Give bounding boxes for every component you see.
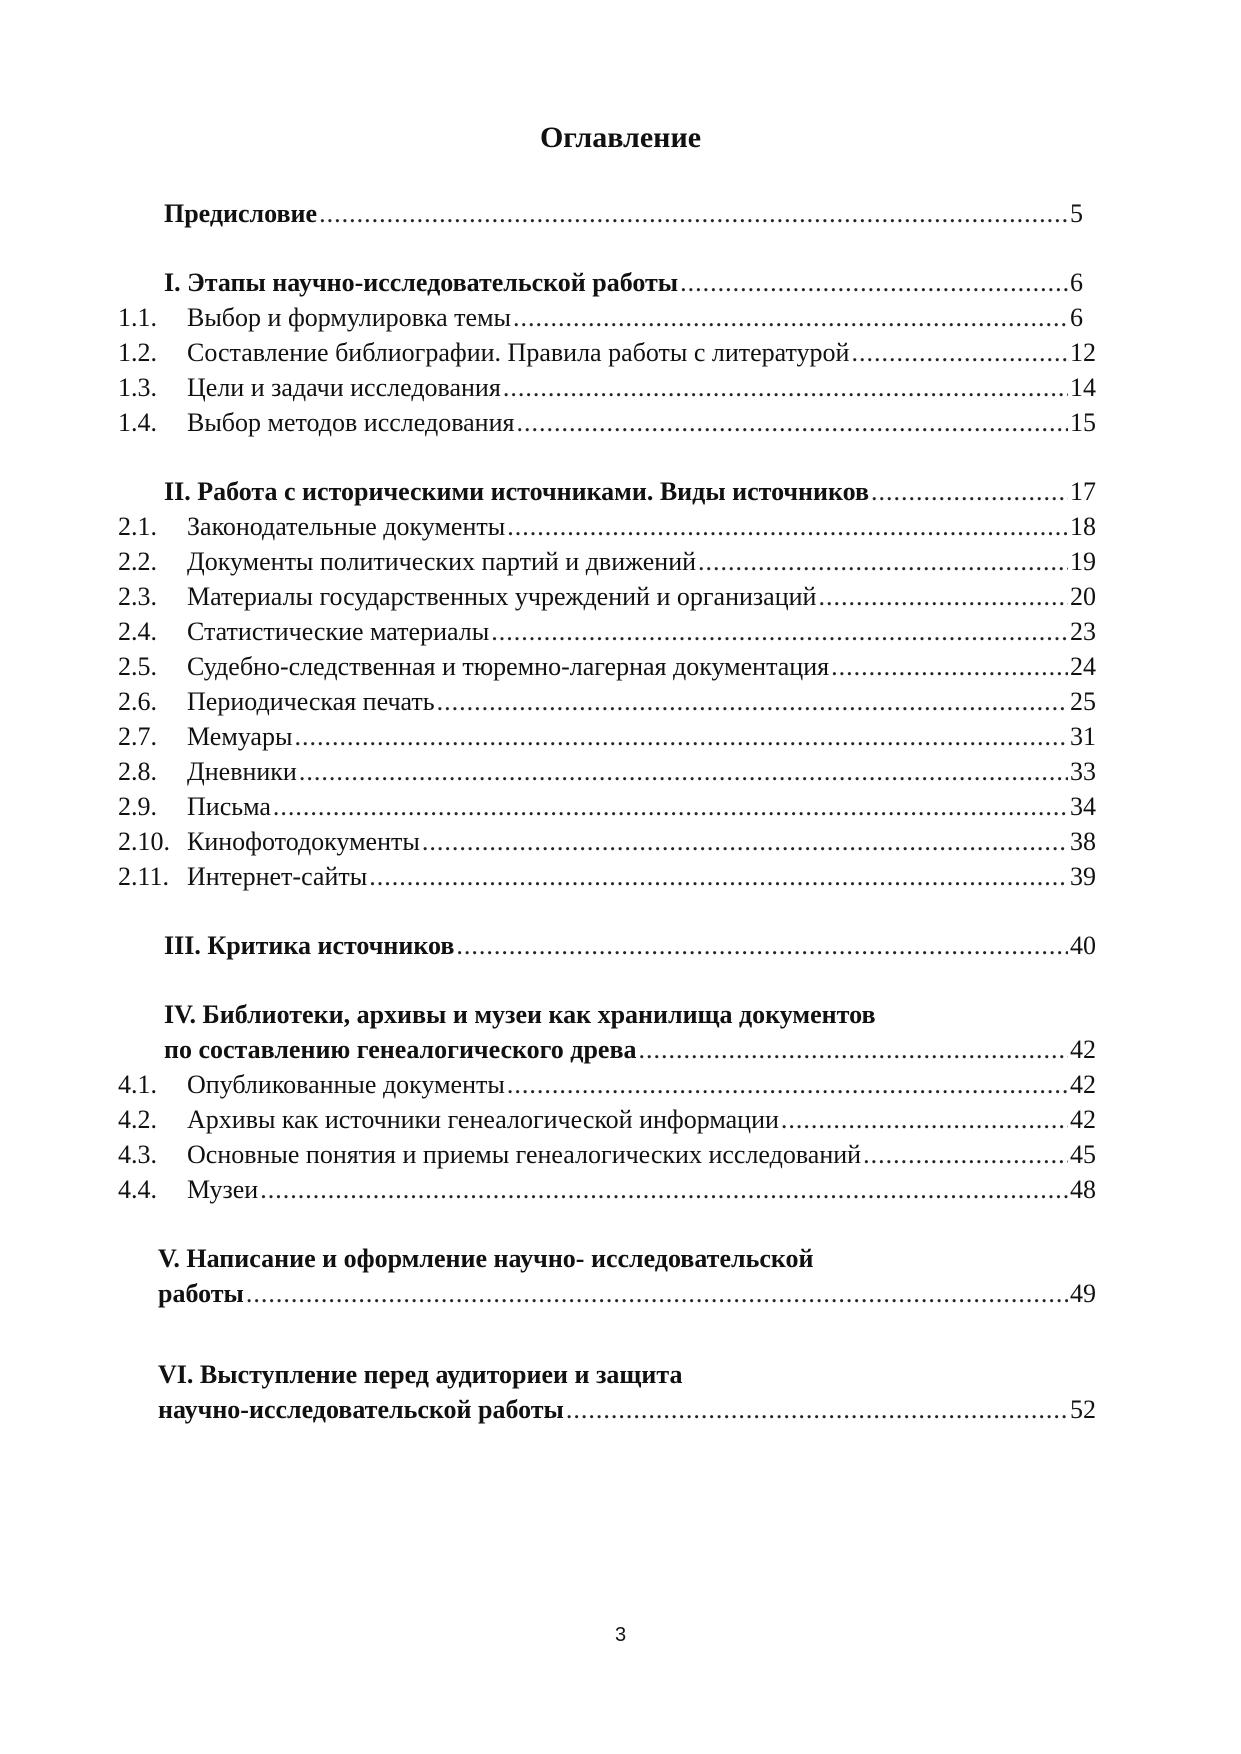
toc-section-5 (0, 1276, 1241, 1312)
toc-item-label: Законодательные документы (187, 512, 506, 541)
toc-entry-preface (0, 196, 1241, 232)
leader-dots (638, 1032, 1068, 1068)
leader-dots (260, 1172, 1068, 1208)
toc-item-page: 31 (1070, 722, 1096, 751)
leader-dots (294, 719, 1068, 755)
toc-item (0, 300, 1241, 336)
leader-dots (781, 1102, 1068, 1138)
toc-item-label: Письма (187, 792, 271, 821)
toc-item-label: Основные понятия и приемы генеалогических исследований (187, 1140, 862, 1169)
toc-item (0, 719, 1241, 755)
toc-section-5-line-1: V. Написание и оформление научно- исследовательской (158, 1244, 814, 1273)
leader-dots (246, 1276, 1068, 1312)
toc-item (0, 1102, 1241, 1138)
toc-item (0, 859, 1241, 895)
toc-entry-label: по составлению генеалогического древа (164, 1035, 637, 1064)
toc-item-page: 45 (1070, 1140, 1096, 1169)
leader-dots (507, 509, 1068, 545)
toc-item-number: 1.4. (118, 408, 157, 437)
leader-dots (491, 614, 1068, 650)
toc-item-number: 2.7. (118, 722, 157, 751)
toc-item-label: Выбор и формулировка темы (187, 303, 511, 332)
toc-item-number: 2.9. (118, 792, 157, 821)
leader-dots (863, 1137, 1068, 1173)
leader-dots (319, 196, 1068, 232)
leader-dots (698, 544, 1068, 580)
toc-item-number: 2.3. (118, 582, 157, 611)
toc-entry-page: 52 (1070, 1395, 1096, 1424)
toc-item-label: Музеи (187, 1175, 259, 1204)
toc-item-page: 39 (1070, 862, 1096, 891)
toc-item-page: 33 (1070, 757, 1096, 786)
toc-item-number: 4.1. (118, 1070, 157, 1099)
toc-item-label: Выбор методов исследования (187, 408, 515, 437)
toc-item-number: 2.8. (118, 757, 157, 786)
toc-item (0, 789, 1241, 825)
leader-dots (513, 300, 1068, 336)
leader-dots (516, 405, 1068, 441)
toc-entry-label: II. Работа с историческими источниками. Виды источников (164, 477, 870, 506)
toc-item-number: 2.5. (118, 652, 157, 681)
toc-section-6-line-1: VI. Выступление перед аудиториeи и защита (158, 1360, 683, 1389)
toc-item (0, 1067, 1241, 1103)
toc-entry-label: научно-исследовательской работы (158, 1395, 564, 1424)
toc-item-page: 18 (1070, 512, 1096, 541)
toc-entry-label: III. Критика источников (164, 931, 455, 960)
toc-item-number: 4.2. (118, 1105, 157, 1134)
leader-dots (851, 335, 1068, 371)
toc-item-label: Архивы как источники генеалогической информации (187, 1105, 779, 1134)
toc-item-number: 1.1. (118, 303, 157, 332)
toc-section-4-line-1: IV. Библиотеки, архивы и музеи как хранилища документов (164, 1000, 876, 1029)
toc-item-label: Кинофотодокументы (187, 827, 420, 856)
leader-dots (818, 579, 1068, 615)
toc-item (0, 754, 1241, 790)
leader-dots (437, 684, 1068, 720)
toc-item (0, 370, 1241, 406)
leader-dots (680, 265, 1068, 301)
toc-item-label: Цели и задачи исследования (187, 373, 501, 402)
toc-section-3 (0, 928, 1241, 964)
toc-entry-page: 5 (1070, 199, 1083, 228)
toc-entry-page: 40 (1070, 931, 1096, 960)
toc-item-number: 1.2. (118, 338, 157, 367)
toc-item-number: 2.6. (118, 687, 157, 716)
toc-item (0, 1172, 1241, 1208)
toc-item-label: Мемуары (187, 722, 293, 751)
leader-dots (299, 754, 1068, 790)
toc-item-page: 6 (1070, 303, 1083, 332)
leader-dots (422, 824, 1068, 860)
leader-dots (871, 474, 1068, 510)
toc-item-number: 2.10. (118, 827, 170, 856)
toc-item (0, 824, 1241, 860)
leader-dots (273, 789, 1068, 825)
toc-item-page: 48 (1070, 1175, 1096, 1204)
leader-dots (503, 370, 1068, 406)
toc-item-number: 4.4. (118, 1175, 157, 1204)
toc-item (0, 405, 1241, 441)
page-number: 3 (614, 1624, 627, 1646)
toc-item-number: 2.11. (118, 862, 170, 891)
toc-item-page: 25 (1070, 687, 1096, 716)
toc-item-page: 19 (1070, 547, 1096, 576)
toc-entry-label: Предисловие (164, 199, 318, 228)
toc-item-label: Дневники (187, 757, 297, 786)
toc-entry-page: 49 (1070, 1279, 1096, 1308)
leader-dots (456, 928, 1068, 964)
toc-entry-label: работы (158, 1279, 244, 1308)
toc-section-1 (0, 265, 1241, 301)
toc-item (0, 579, 1241, 615)
leader-dots (369, 859, 1068, 895)
toc-item-page: 12 (1070, 338, 1096, 367)
leader-dots (831, 649, 1068, 685)
toc-section-2 (0, 474, 1241, 510)
toc-item-label: Опубликованные документы (187, 1070, 505, 1099)
toc-item (0, 544, 1241, 580)
toc-item-page: 24 (1070, 652, 1096, 681)
leader-dots (507, 1067, 1068, 1103)
toc-item-page: 23 (1070, 617, 1096, 646)
toc-item-label: Статистические материалы (187, 617, 490, 646)
toc-item-page: 14 (1070, 373, 1096, 402)
toc-item (0, 509, 1241, 545)
toc-item-label: Судебно-следственная и тюремно-лагерная документация (187, 652, 830, 681)
toc-item-page: 20 (1070, 582, 1096, 611)
toc-item-label: Периодическая печать (187, 687, 435, 716)
toc-entry-page: 17 (1070, 477, 1096, 506)
toc-item-label: Интернет-сайты (187, 862, 368, 891)
leader-dots (566, 1392, 1068, 1428)
toc-item-number: 1.3. (118, 373, 157, 402)
toc-item-number: 2.1. (118, 512, 157, 541)
toc-item-number: 2.2. (118, 547, 157, 576)
toc-item-number: 2.4. (118, 617, 157, 646)
toc-entry-page: 6 (1070, 268, 1083, 297)
toc-item-page: 42 (1070, 1105, 1096, 1134)
toc-section-4 (0, 1032, 1241, 1068)
toc-item-label: Составление библиографии. Правила работы с литературой (187, 338, 850, 367)
toc-item (0, 1137, 1241, 1173)
toc-item-page: 15 (1070, 408, 1096, 437)
toc-item (0, 649, 1241, 685)
toc-item (0, 684, 1241, 720)
toc-item-page: 42 (1070, 1070, 1096, 1099)
toc-item-number: 4.3. (118, 1140, 157, 1169)
page-title: Оглавление (539, 121, 702, 154)
toc-item-page: 38 (1070, 827, 1096, 856)
toc-item-page: 34 (1070, 792, 1096, 821)
toc-entry-page: 42 (1070, 1035, 1096, 1064)
toc-section-6 (0, 1392, 1241, 1428)
toc-item (0, 614, 1241, 650)
toc-item-label: Документы политических партий и движений (187, 547, 697, 576)
toc-entry-label: I. Этапы научно-исследовательской работы (164, 268, 679, 297)
toc-item-label: Материалы государственных учреждений и организаций (187, 582, 817, 611)
toc-item (0, 335, 1241, 371)
